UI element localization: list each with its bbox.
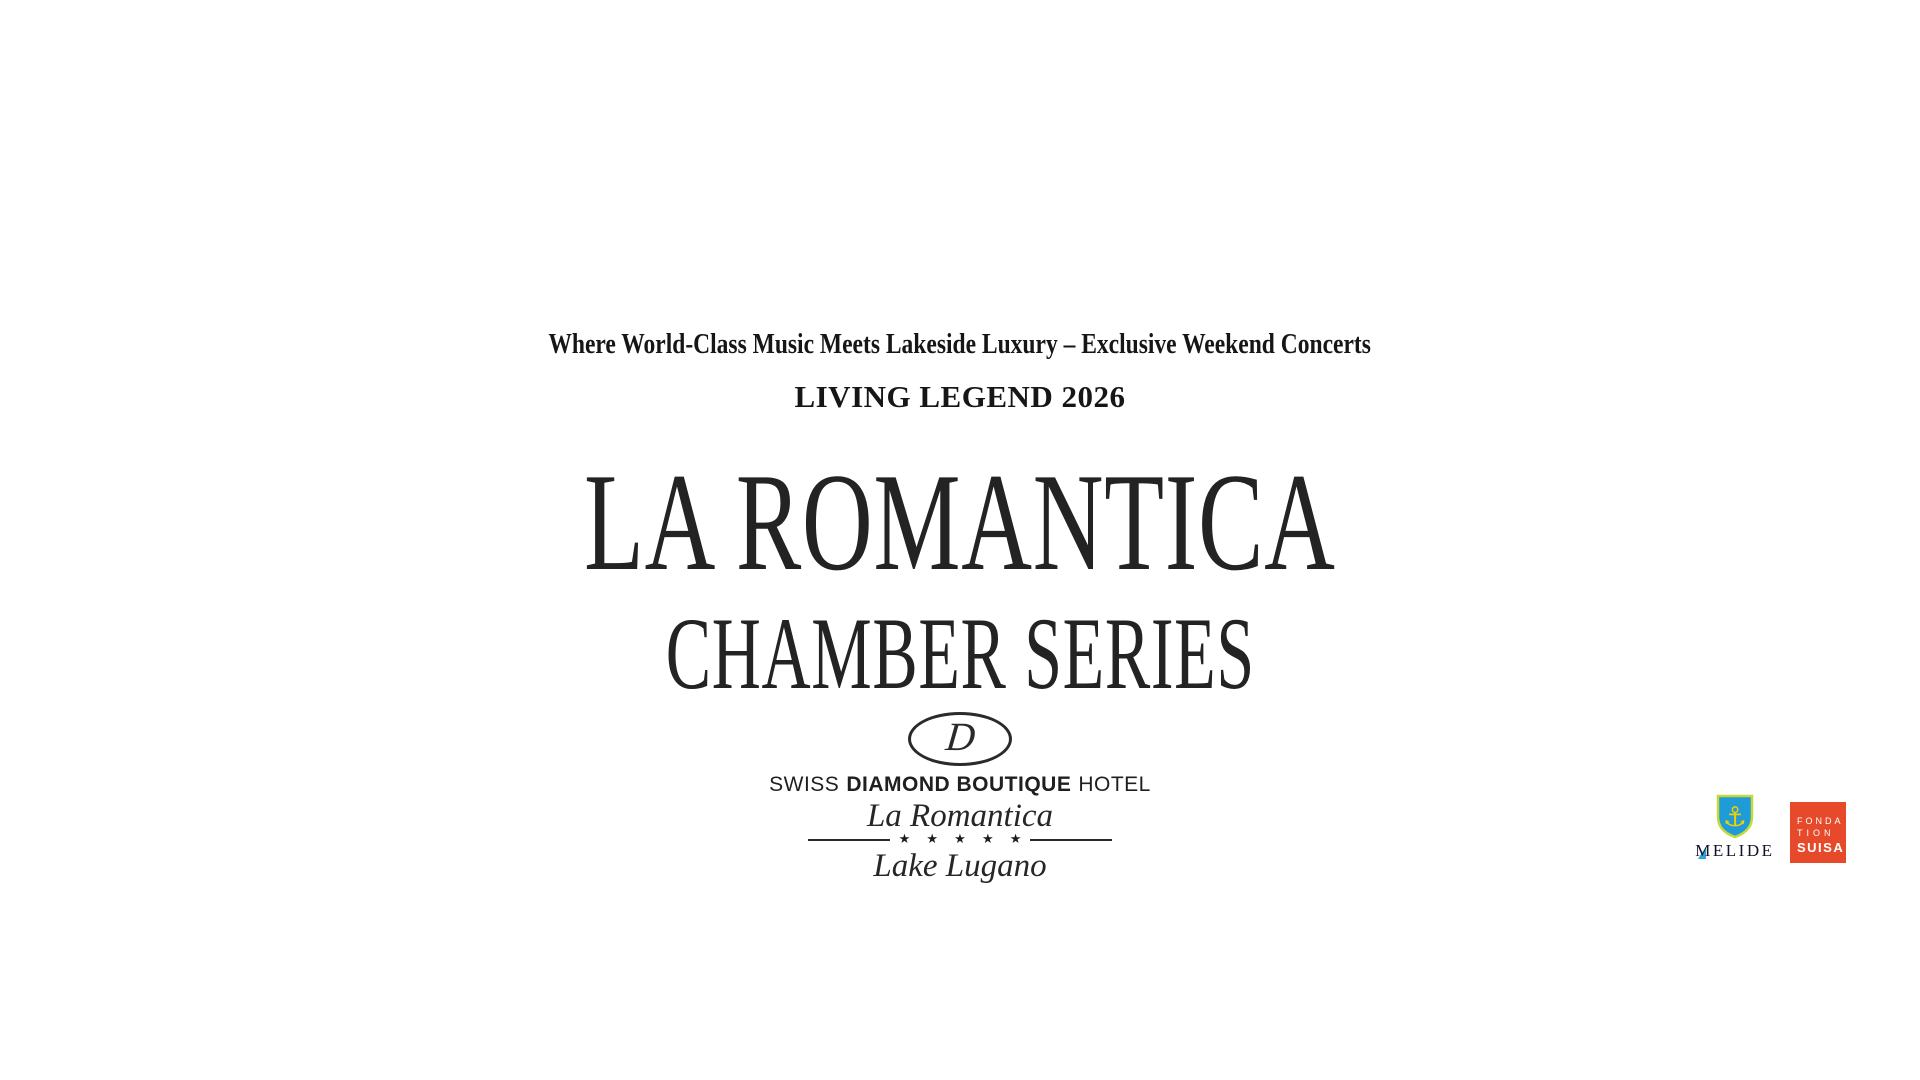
- hotel-location: Lake Lugano: [873, 848, 1047, 884]
- hotel-logo: [0, 712, 1920, 884]
- suisa-line-3: SUISA: [1797, 840, 1845, 855]
- monogram-ellipse: [908, 712, 1012, 766]
- hotel-name-line: [769, 773, 1151, 797]
- page-subtitle-text: CHAMBER SERIES: [665, 597, 1255, 711]
- hotel-name-suffix: HOTEL: [1078, 773, 1151, 796]
- suisa-line-2: TION: [1797, 828, 1835, 838]
- hotel-script-name: La Romantica: [866, 798, 1054, 834]
- season-label: LIVING LEGEND 2026: [794, 379, 1126, 414]
- melide-crest: [1716, 794, 1754, 839]
- tagline-text: Where World-Class Music Meets Lakeside Luxury – Exclusive Weekend Concerts: [548, 329, 1372, 360]
- divider-line-right: [1030, 839, 1112, 841]
- melide-logo: [1695, 794, 1775, 860]
- star-divider: [808, 833, 1112, 847]
- anchor-icon: ⚓: [1722, 802, 1748, 833]
- hotel-name-bold: DIAMOND BOUTIQUE: [846, 773, 1072, 796]
- page-title-text: LA ROMANTICA: [584, 445, 1336, 600]
- suisa-line-1: FONDA: [1797, 816, 1844, 826]
- page-subtitle: [0, 597, 1920, 711]
- five-stars-icon: ★ ★ ★ ★ ★: [898, 832, 1028, 847]
- divider-line-left: [808, 839, 890, 841]
- page-title: [0, 445, 1920, 600]
- melide-name: [1695, 841, 1775, 860]
- melide-name-text: MELIDE: [1695, 841, 1775, 860]
- tagline: [0, 328, 1920, 362]
- fondation-suisa-logo: [1790, 802, 1846, 863]
- monogram-d-icon: D: [943, 714, 978, 759]
- hotel-name-prefix: SWISS: [769, 773, 840, 796]
